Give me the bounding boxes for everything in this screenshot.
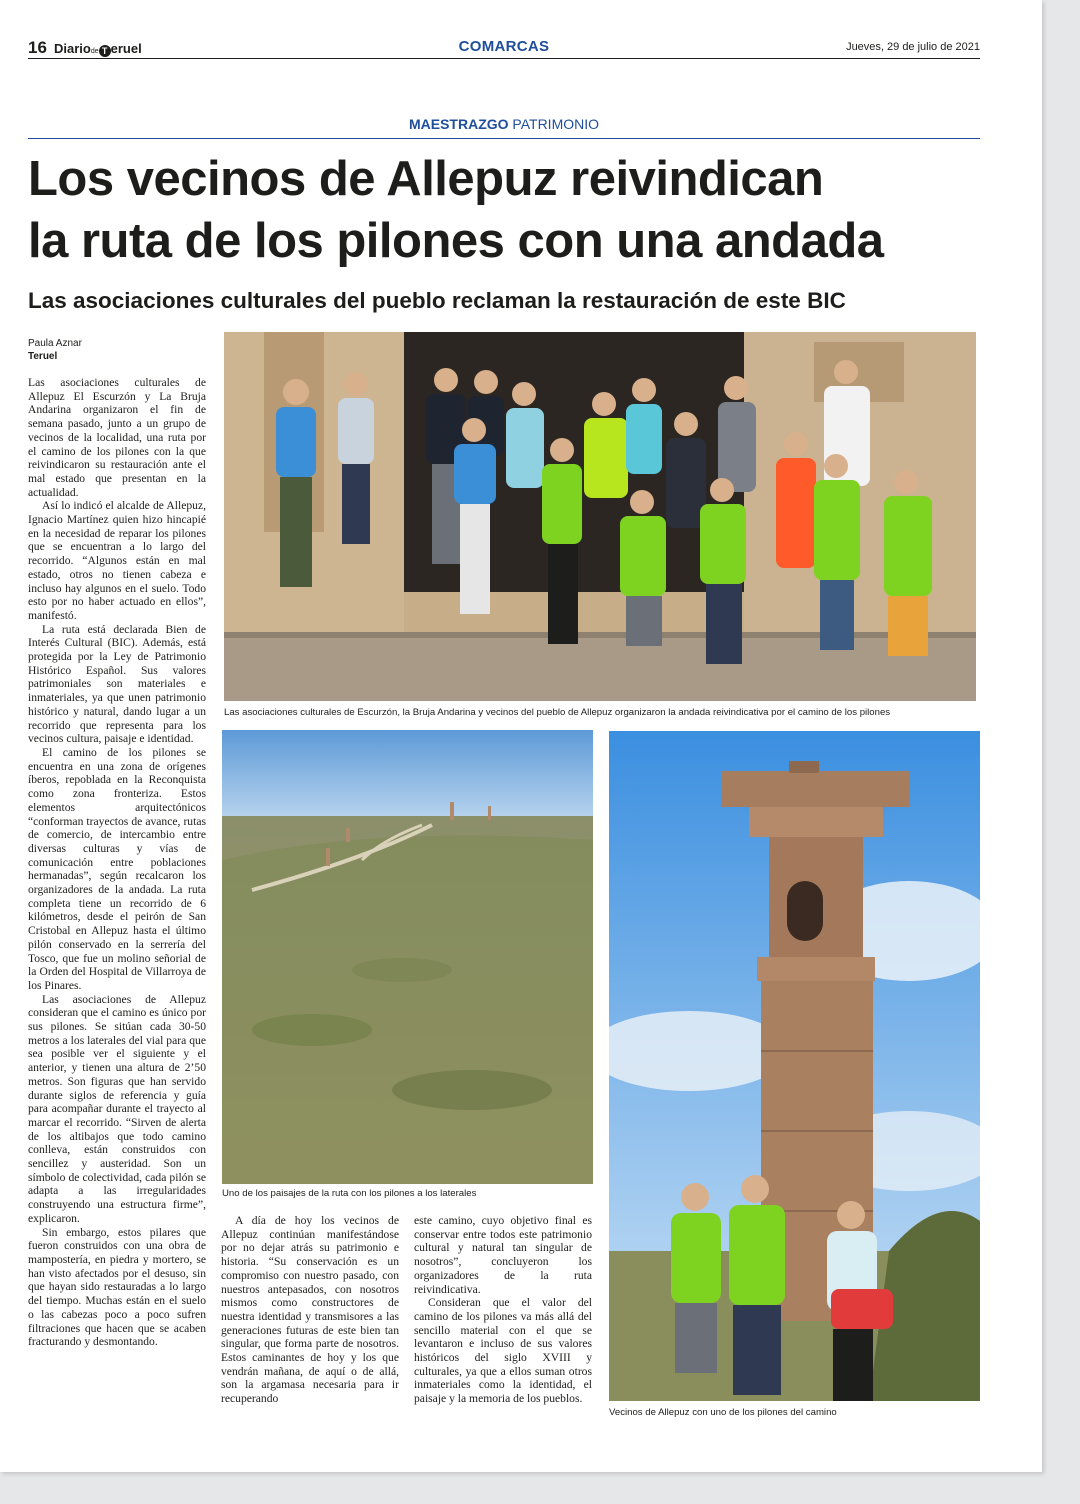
page-number: 16 <box>28 38 47 57</box>
kicker-region: MAESTRAZGO <box>408 116 509 132</box>
body-column-3 <box>414 1214 592 1406</box>
body-column-1 <box>28 376 206 1349</box>
pillar-photo-caption: Vecinos de Allepuz con uno de los pilones del camino <box>609 1407 837 1418</box>
body-paragraph: Consideran que el valor del camino de los pilones va más allá del sencillo material con el que se levantaron e incluso de sus valores históricos del siglo XVIII y culturales, ya que a ellos suman otros inmateriales como la identidad, el paisaje y la memoria de los pueblos. <box>414 1296 592 1406</box>
kicker-rule <box>28 138 980 139</box>
group-photo-image <box>224 332 976 701</box>
kicker <box>28 116 980 132</box>
body-paragraph: Así lo indicó el alcalde de Allepuz, Ignacio Martínez quien hizo hincapié en la necesidad de reparar los pilones que se encuentran a lo largo del recorrido. “Algunos están en mal estado, otros no tienen cabeza e incluso hay algunos en el suelo. Todo esto por no haber actuado en ellos”, manifestó. <box>28 499 206 622</box>
landscape-photo <box>222 730 593 1184</box>
body-paragraph: A día de hoy los vecinos de Allepuz continúan manifestándose por no dejar atrás su patrimonio e historia. “Su conservación es un compromiso con nuestro pasado, con nuestros antepasados, con nosotros mismos como constructores de nuestra identidad y transmisores a las generaciones futuras de este bien tan singular, que forma parte de nosotros. Estos caminantes de hoy y los que vendrán mañana, de aquí o de allá, son la argamasa necesaria para ir recuperando <box>221 1214 399 1406</box>
body-paragraph: La ruta está declarada Bien de Interés Cultural (BIC). Además, está protegida por la Ley de Patrimonio Histórico Español. Sus valores patrimoniales son materiales e inmateriales, ya que unen patrimonio histórico y natural, dando lugar a un recorrido que representa para los vecinos cultura, paisaje e identidad. <box>28 622 206 746</box>
logo-text-de: de <box>90 48 99 55</box>
byline-place: Teruel <box>28 351 58 362</box>
logo-text-1: Diario <box>54 41 91 56</box>
body-paragraph: Sin embargo, estos pilares que fueron construidos con una obra de mampostería, en piedra y mortero, se han visto afectados por el desuso, sin que hayan sido restauradas a lo largo del tiempo. Muchas están en el suelo o las cabezas poco a poco sufren filtraciones que hacen que se acaben fracturando y desmontando. <box>28 1225 206 1349</box>
subheadline: Las asociaciones culturales del pueblo reclaman la restauración de este BIC <box>28 288 846 313</box>
logo-initial: T <box>99 45 111 57</box>
landscape-photo-image <box>222 730 593 1184</box>
body-paragraph: Las asociaciones culturales de Allepuz El Escurzón y La Bruja Andarina organizaron el fin de semana pasado, junto a un grupo de vecinos de la localidad, una ruta por el camino de los pilones con la que reivindicaron su restauración ante el mal estado que presentan en la actualidad. <box>28 376 206 499</box>
pillar-photo <box>609 731 980 1401</box>
issue-date: Jueves, 29 de julio de 2021 <box>846 41 980 53</box>
headline-line-1: Los vecinos de Allepuz reivindican <box>28 152 824 206</box>
body-paragraph: Las asociaciones de Allepuz consideran que el camino es único por sus pilones. Se sitúan cada 30-50 metros a los laterales del vial para que sea posible ver el siguiente y el anterior, y tienen una altura de 2’50 metros. Son figuras que han servido durante siglos de referencia y guía para acompañar durante el trayecto al marcar el recorrido. “Sirven de alerta de los altibajos que todo camino conlleva, están construidos con sencillez y austeridad. Son un símbolo de colectividad, cada pilón se adapta a las irregularidades construyendo una estructura firme”, explicaron. <box>28 992 206 1225</box>
group-photo <box>224 332 976 701</box>
page-header <box>28 38 980 60</box>
byline <box>28 337 82 363</box>
body-column-2 <box>221 1214 399 1406</box>
group-photo-caption: Las asociaciones culturales de Escurzón, la Bruja Andarina y vecinos del pueblo de Allepuz organizaron la andada reivindicativa por el camino de los pilones <box>224 707 891 718</box>
body-paragraph: este camino, cuyo objetivo final es conservar entre todos este patrimonio cultural y natural tan singular de nosotros”, concluyeron los organizadores de la ruta reivindicativa. <box>414 1214 592 1296</box>
headline-line-2: la ruta de los pilones con una andada <box>28 214 884 268</box>
kicker-topic: PATRIMONIO <box>512 116 600 132</box>
body-paragraph: El camino de los pilones se encuentra en una zona de orígenes íberos, repoblada en la Reconquista como zona fronteriza. Estos elementos arquitectónicos “conforman trayectos de avance, rutas de comercio, de intercambio entre diversas culturas y vías de comunicación entre poblaciones hermanadas”, según recalcaron los organizadores de la andada. La ruta completa tiene un recorrido de 6 kilómetros, desde el peirón de San Cristobal en Allepuz hasta el último pilón conservado en la serrería del Tosco, que fue un molino señorial de la Orden del Hospital de Villarroya de los Pinares. <box>28 745 206 992</box>
header-rule <box>28 58 980 59</box>
byline-author: Paula Aznar <box>28 338 82 349</box>
landscape-photo-caption: Uno de los paisajes de la ruta con los pilones a los laterales <box>222 1188 477 1199</box>
logo-text-2: eruel <box>110 41 142 56</box>
section-name: COMARCAS <box>458 38 550 55</box>
pillar-photo-image <box>609 731 980 1401</box>
headline <box>28 148 980 272</box>
